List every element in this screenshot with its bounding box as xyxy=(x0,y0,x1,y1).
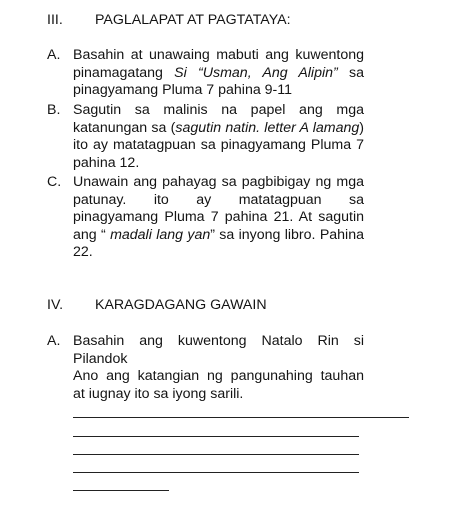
answer-line-1 xyxy=(73,417,409,418)
iv-item-a-line-1: Basahin ang kuwentong Natalo Rin si xyxy=(73,333,364,349)
item-b-line-2: katanungan sa (sagutin natin. letter A lamang) xyxy=(73,119,364,136)
item-c-line-2: patunay. ito ay matatagpuan sa xyxy=(73,191,364,208)
answer-line-2 xyxy=(73,436,359,437)
item-c-line-5: 22. xyxy=(73,244,93,261)
section-4-numeral: IV. xyxy=(47,297,64,313)
section-4-item-a-letter: A. xyxy=(47,333,61,349)
iv-item-a-line-4: at iugnay ito sa iyong sarili. xyxy=(73,385,244,402)
section-3-item-c-letter: C. xyxy=(47,174,62,190)
item-b-line-4: pahina 12. xyxy=(73,154,140,171)
item-c-line-4: ang “ madali lang yan” sa inyong libro. Pahina xyxy=(73,226,364,243)
iv-item-a-line-3: Ano ang katangian ng pangunahing tauhan xyxy=(73,368,364,385)
answer-line-3 xyxy=(73,454,359,455)
section-4-title: KARAGDAGANG GAWAIN xyxy=(95,297,267,313)
item-c-line-1: Unawain ang pahayag sa pagbibigay ng mga xyxy=(73,174,364,190)
iv-item-a-line-2: Pilandok xyxy=(73,350,128,367)
section-3-item-b-letter: B. xyxy=(47,102,61,118)
section-3-title: PAGLALAPAT AT PAGTATAYA: xyxy=(95,12,291,28)
section-3-item-a-letter: A. xyxy=(47,47,61,63)
item-b-line-1: Sagutin sa malinis na papel ang mga xyxy=(73,102,364,118)
item-c-line-3: pinagyamang Pluma 7 pahina 21. At sagutin xyxy=(73,209,364,226)
section-3-item-c-text xyxy=(73,174,364,262)
item-b-line-3: ito ay matatagpuan sa pinagyamang Pluma 7 xyxy=(73,137,364,154)
answer-line-5 xyxy=(73,490,169,491)
item-a-line-3: pinagyamang Pluma 7 pahina 9-11 xyxy=(73,82,293,99)
answer-line-4 xyxy=(73,472,359,473)
section-3-item-a-text xyxy=(73,47,364,100)
item-a-line-2: pinamagatang Si “Usman, Ang Alipin” sa xyxy=(73,64,364,81)
item-a-line-1: Basahin at unawaing mabuti ang kuwentong xyxy=(73,47,364,63)
section-4-item-a-text xyxy=(73,333,364,403)
section-3-numeral: III. xyxy=(47,12,63,28)
section-3-item-b-text xyxy=(73,102,364,172)
